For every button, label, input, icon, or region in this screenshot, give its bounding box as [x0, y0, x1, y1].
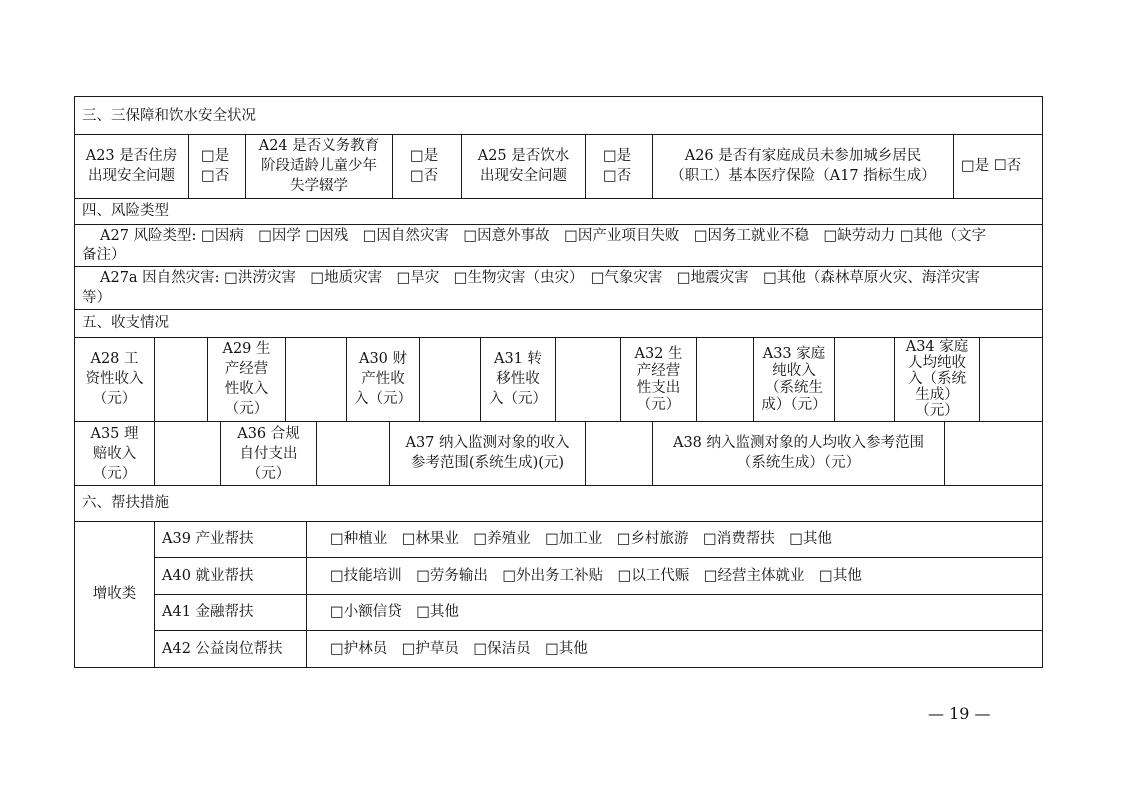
border-right: [1042, 96, 1043, 668]
field-label: A34 家庭: [905, 339, 969, 355]
section-heading: 五、收支情况: [82, 315, 169, 331]
section-heading: 四、风险类型: [82, 203, 169, 219]
field-label: 赔收入: [92, 446, 137, 462]
col-line: [944, 421, 945, 485]
field-label: （元）: [246, 466, 291, 482]
row-line: [74, 485, 1043, 486]
checkbox-no[interactable]: □否: [603, 168, 632, 184]
row-line: [74, 198, 1043, 199]
row-line: [74, 266, 1043, 267]
field-label: A38 纳入监测对象的人均收入参考范围: [672, 435, 925, 451]
field-label: 入（元）: [489, 391, 547, 407]
col-line: [285, 337, 286, 421]
measure-label: A41 金融帮扶: [162, 604, 254, 620]
col-line: [953, 134, 954, 198]
field-label: （元）: [92, 466, 137, 482]
measure-options[interactable]: □技能培训 □劳务输出 □外出务工补贴 □以工代赈 □经营主体就业 □其他: [330, 568, 862, 584]
measure-label: A39 产业帮扶: [162, 531, 254, 547]
field-label: 产经营: [636, 363, 681, 379]
field-label: （元）: [636, 397, 681, 413]
group-label: 增收类: [92, 586, 137, 602]
col-line: [188, 134, 189, 198]
checkbox-no[interactable]: □否: [410, 168, 439, 184]
field-label: 出现安全问题: [88, 168, 175, 184]
section-heading: 六、帮扶措施: [82, 495, 169, 511]
row-line: [154, 557, 1043, 558]
col-line: [555, 337, 556, 421]
field-label: 成）（元）: [761, 397, 827, 413]
field-label: 阶段适龄儿童少年: [261, 158, 377, 174]
field-label: 性支出: [636, 380, 681, 396]
field-label: 移性收: [496, 371, 540, 387]
field-label: A28 工: [90, 351, 139, 367]
page-number: — 19 —: [928, 704, 991, 723]
field-label: （元）: [915, 403, 959, 419]
field-label: （元）: [224, 401, 269, 417]
col-line: [154, 421, 155, 485]
field-label: A35 理: [90, 426, 139, 442]
measure-options[interactable]: □小额信贷 □其他: [330, 604, 459, 620]
measure-options[interactable]: □护林员 □护草员 □保洁员 □其他: [330, 641, 588, 657]
row-line: [74, 309, 1043, 310]
field-label: A29 生: [222, 341, 271, 357]
col-line: [834, 337, 835, 421]
col-line: [316, 421, 317, 485]
border-top: [74, 96, 1043, 97]
checkbox-no[interactable]: □否: [201, 168, 230, 184]
risk-type-options[interactable]: A27 风险类型: □因病 □因学 □因残 □因自然灾害 □因意外事故 □因产业项目失败 □因务工就业不稳 □缺劳动力 □其他（文字: [100, 228, 987, 244]
field-label: 失学辍学: [290, 178, 348, 194]
field-label: 出现安全问题: [480, 168, 567, 184]
checkbox-yes[interactable]: □是: [603, 148, 632, 164]
col-line: [979, 337, 980, 421]
field-label: 性收入: [224, 381, 269, 397]
field-label: （系统生成）（元）: [736, 455, 861, 471]
risk-type-note: 备注）: [82, 247, 126, 263]
col-line: [154, 521, 155, 667]
field-label: A32 生: [634, 346, 683, 362]
field-label: A25 是否饮水: [477, 148, 570, 164]
col-line: [585, 421, 586, 485]
field-label: 入（元）: [354, 391, 412, 407]
row-line: [154, 630, 1043, 631]
section-heading: 三、三保障和饮水安全状况: [82, 108, 256, 124]
field-label: 资性收入: [85, 371, 144, 387]
checkbox-yes[interactable]: □是: [410, 148, 439, 164]
measure-label: A42 公益岗位帮扶: [162, 641, 283, 657]
field-label: A36 合规: [237, 426, 300, 442]
field-label: A37 纳入监测对象的收入: [405, 435, 570, 451]
row-line: [74, 337, 1043, 338]
field-label: 生成）: [915, 387, 959, 403]
field-label: 自付支出: [239, 446, 298, 462]
field-label: （元）: [92, 391, 137, 407]
col-line: [306, 521, 307, 667]
col-line: [392, 134, 393, 198]
field-label: 产性收: [361, 371, 405, 387]
field-label: 参考范围(系统生成)(元): [410, 455, 565, 471]
col-line: [419, 337, 420, 421]
col-line: [154, 337, 155, 421]
field-label: （系统生: [765, 380, 823, 396]
col-line: [585, 134, 586, 198]
field-label: 人均纯收: [908, 355, 966, 371]
border-bottom: [74, 667, 1043, 668]
disaster-type-note: 等）: [82, 290, 111, 306]
row-line: [154, 594, 1043, 595]
checkbox-yes[interactable]: □是: [201, 148, 230, 164]
col-line: [696, 337, 697, 421]
checkbox-group[interactable]: □是 ☐否: [961, 158, 1022, 174]
measure-label: A40 就业帮扶: [162, 568, 254, 584]
field-label: A24 是否义务教育: [258, 138, 380, 154]
field-label: A23 是否住房: [85, 148, 178, 164]
row-line: [74, 521, 1043, 522]
field-label: 纯收入: [772, 363, 816, 379]
field-label: 产经营: [224, 361, 269, 377]
disaster-type-options[interactable]: A27a 因自然灾害: □洪涝灾害 □地质灾害 □旱灾 □生物灾害（虫灾） □气象灾害 □地震灾害 □其他（森林草原火灾、海洋灾害: [100, 270, 980, 286]
field-label: A30 财: [358, 351, 408, 367]
field-label: A26 是否有家庭成员未参加城乡居民: [684, 148, 922, 164]
row-line: [74, 134, 1043, 135]
measure-options[interactable]: □种植业 □林果业 □养殖业 □加工业 □乡村旅游 □消费帮扶 □其他: [330, 531, 832, 547]
row-line: [74, 224, 1043, 225]
field-label: 入（系统: [908, 371, 966, 387]
field-label: （职工）基本医疗保险（A17 指标生成）: [670, 168, 936, 184]
field-label: A33 家庭: [762, 346, 826, 362]
field-label: A31 转: [493, 351, 543, 367]
